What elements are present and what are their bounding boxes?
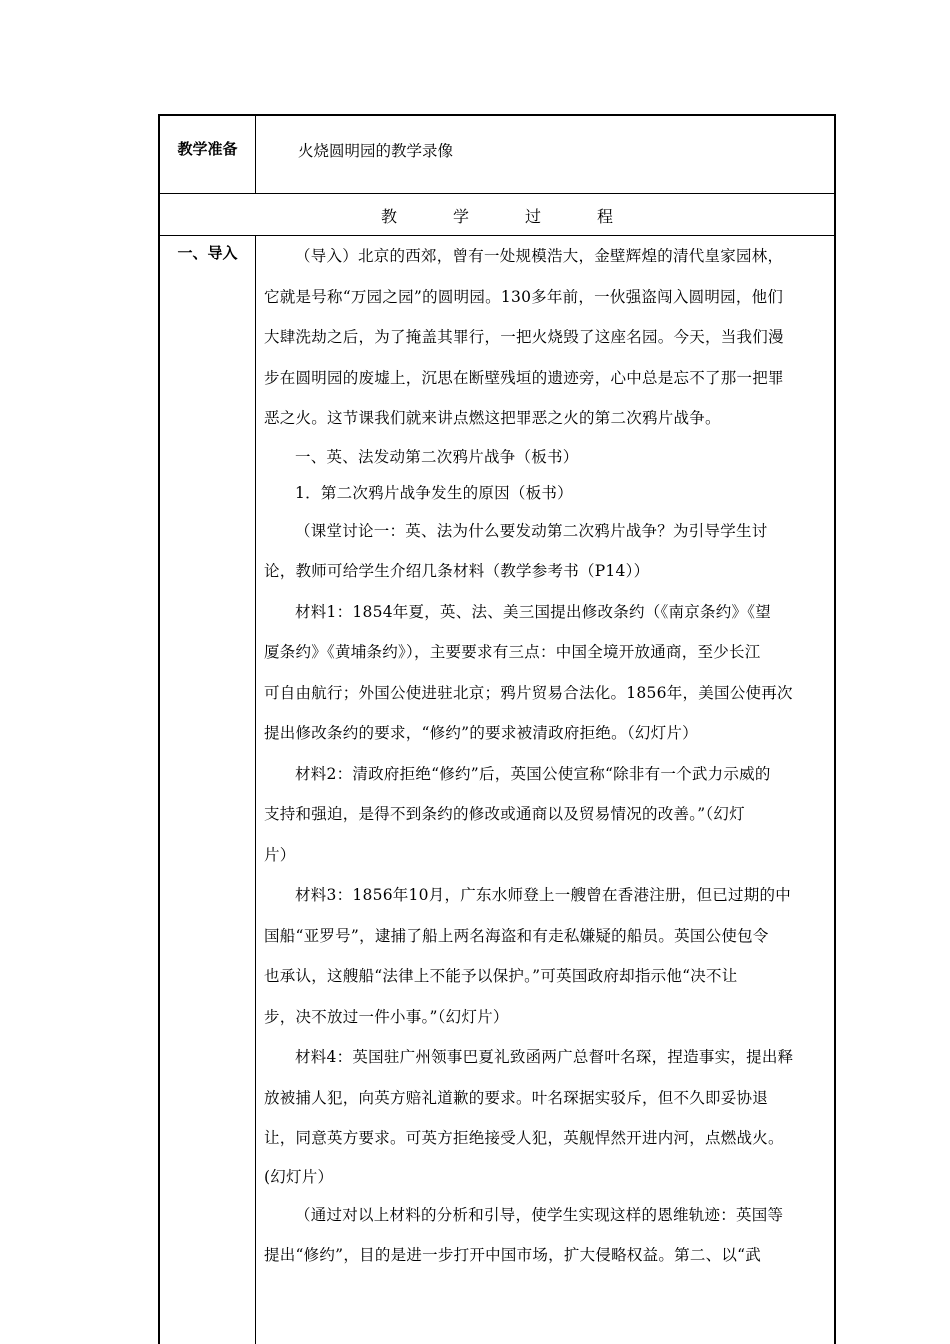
text-line: 大肆洗劫之后，为了掩盖其罪行，一把火烧毁了这座名园。今天，当我们漫 xyxy=(264,328,784,346)
text-line: 材料3：1856年10月，广东水师登上一艘曾在香港注册，但已过期的中 xyxy=(295,886,792,904)
heading-char: 过 xyxy=(525,207,542,226)
teaching-preparation-content-cell xyxy=(256,116,834,193)
text-line: 让，同意英方要求。可英方拒绝接受人犯，英舰悍然开进内河，点燃战火。 xyxy=(264,1129,784,1147)
text-line: 步在圆明园的废墟上，沉思在断壁残垣的遗迹旁，心中总是忘不了那一把罪 xyxy=(264,368,784,387)
teaching-preparation-label-cell xyxy=(160,116,256,193)
text-line: 材料1：1854年夏，英、法、美三国提出修改条约（《南京条约》《望 xyxy=(295,602,772,621)
teaching-process-heading xyxy=(160,204,834,227)
lesson-plan-table xyxy=(158,114,836,1344)
text-line: 提出“修约”，目的是进一步打开中国市场，扩大侵略权益。第二、以“武 xyxy=(264,1246,762,1264)
text-line: 可自由航行；外国公使进驻北京；鸦片贸易合法化。1856年，美国公使再次 xyxy=(264,683,793,702)
teaching-process-heading-row xyxy=(160,194,834,236)
introduction-row xyxy=(160,236,834,1344)
text-line: 片） xyxy=(264,845,296,864)
text-line: （通过对以上材料的分析和引导，使学生实现这样的恩维轨迹：英国等 xyxy=(295,1205,784,1224)
teaching-preparation-content: 火烧圆明园的教学录像 xyxy=(298,142,454,160)
text-line: 厦条约》《黄埔条约》），主要要求有三点：中国全境开放通商，至少长江 xyxy=(264,643,761,661)
text-line: （导入）北京的西郊，曾有一处规模浩大，金壁辉煌的清代皇家园林， xyxy=(295,247,784,265)
text-line: 提出修改条约的要求，“修约”的要求被清政府拒绝。（幻灯片） xyxy=(264,724,698,742)
text-line: （课堂讨论一：英、法为什么要发动第二次鸦片战争？为引导学生讨 xyxy=(295,521,768,540)
introduction-content-cell xyxy=(256,236,834,1344)
text-line: 国船“亚罗号”，逮捕了船上两名海盗和有走私嫌疑的船员。英国公使包令 xyxy=(264,926,769,945)
text-line: 放被捕人犯，向英方赔礼道歉的要求。叶名琛据实驳斥，但不久即妥协退 xyxy=(264,1088,769,1107)
text-line: 步，决不放过一件小事。”（幻灯片） xyxy=(264,1007,509,1026)
heading-char: 学 xyxy=(452,207,469,226)
introduction-label: 一、导入 xyxy=(177,244,238,262)
heading-char: 程 xyxy=(597,207,614,226)
introduction-label-cell xyxy=(160,236,256,1344)
text-line: 1．第二次鸦片战争发生的原因（板书） xyxy=(295,483,573,502)
text-line: 它就是号称“万园之园”的圆明园。130多年前，一伙强盗闯入圆明园，他们 xyxy=(264,287,784,306)
text-line: (幻灯片） xyxy=(264,1167,334,1186)
text-line: 材料4：英国驻广州领事巴夏礼致函两广总督叶名琛，捏造事实，提出释 xyxy=(295,1048,794,1066)
introduction-body xyxy=(264,236,828,1276)
text-line: 支持和强迫，是得不到条约的修改或通商以及贸易情况的改善。”（幻灯 xyxy=(264,805,745,823)
teaching-preparation-label: 教学准备 xyxy=(177,140,238,158)
text-line: 一、英、法发动第二次鸦片战争（板书） xyxy=(295,447,579,466)
text-line: 材料2：清政府拒绝“修约”后，英国公使宣称“除非有一个武力示威的 xyxy=(295,764,771,783)
text-line: 恶之火。这节课我们就来讲点燃这把罪恶之火的第二次鸦片战争。 xyxy=(264,409,721,427)
teaching-preparation-row xyxy=(160,116,834,194)
text-line: 论，教师可给学生介绍几条材料（教学参考书（P14）） xyxy=(264,562,650,580)
heading-char: 教 xyxy=(380,207,397,226)
text-line: 也承认，这艘船“法律上不能予以保护。”可英国政府却指示他“决不让 xyxy=(264,967,738,985)
